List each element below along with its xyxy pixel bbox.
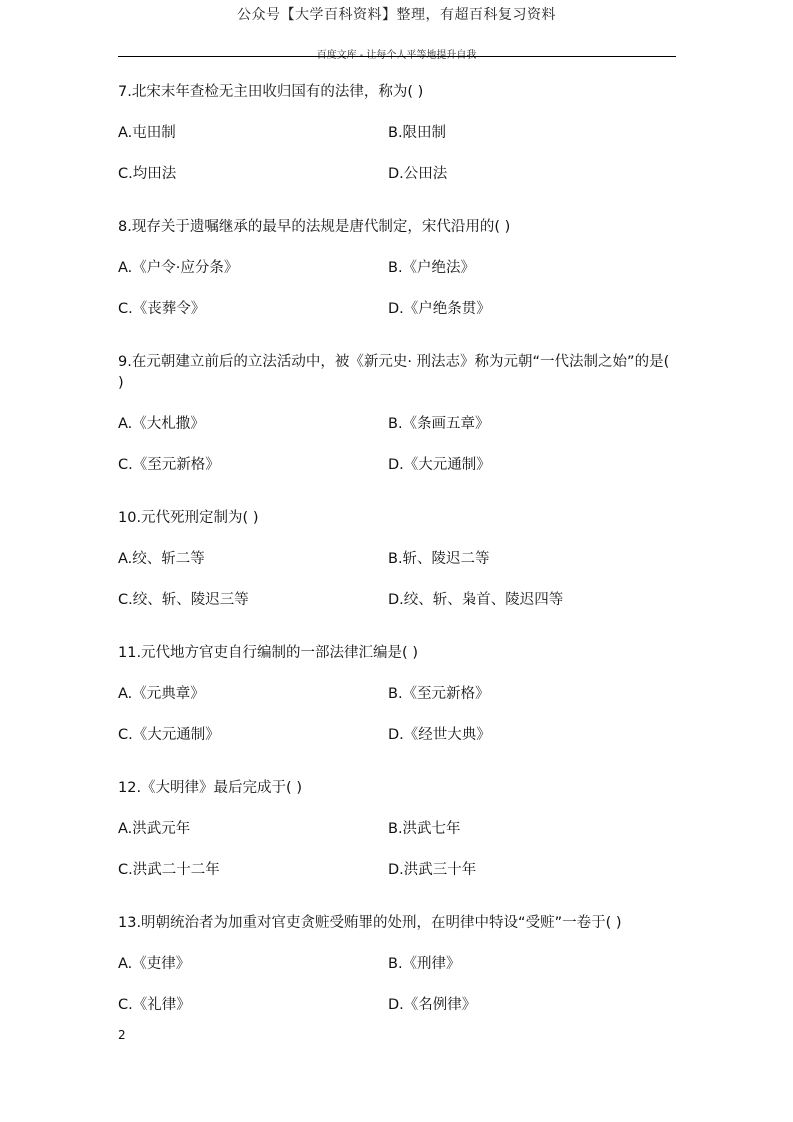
answer-option: C.《至元新格》 xyxy=(118,457,220,473)
answer-option: A.《元典章》 xyxy=(118,686,205,702)
answer-option: A.绞、斩二等 xyxy=(118,551,205,567)
answer-option: A.《户令·应分条》 xyxy=(118,260,239,276)
question-text: 12.《大明律》最后完成于( ) xyxy=(118,780,302,796)
answer-option: D.洪武三十年 xyxy=(388,862,477,878)
question-block xyxy=(118,913,678,1036)
question-block xyxy=(118,508,678,631)
answer-option: D.《大元通制》 xyxy=(388,457,491,473)
option-grid xyxy=(118,414,678,496)
answer-option: B.斩、陵迟二等 xyxy=(388,551,490,567)
answer-option: D.绞、斩、枭首、陵迟四等 xyxy=(388,592,564,608)
option-grid xyxy=(118,954,678,1036)
option-grid xyxy=(118,123,678,205)
answer-option: D.公田法 xyxy=(388,166,448,182)
answer-option: A.《吏律》 xyxy=(118,956,191,972)
answer-option: D.《名例律》 xyxy=(388,997,477,1013)
option-grid xyxy=(118,684,678,766)
question-block xyxy=(118,82,678,205)
question-block xyxy=(118,778,678,901)
watermark-text: 公众号【大学百科资料】整理，有超百科复习资料 xyxy=(237,7,556,23)
question-text: 13.明朝统治者为加重对官吏贪赃受贿罪的处刑，在明律中特设“受赃”一卷于( ) xyxy=(118,915,622,931)
question-text: 10.元代死刑定制为( ) xyxy=(118,510,259,526)
question-text: 9.在元朝建立前后的立法活动中，被《新元史· 刑法志》称为元朝“一代法制之始”的是( ) xyxy=(118,354,670,391)
answer-option: B.洪武七年 xyxy=(388,821,461,837)
answer-option: C.均田法 xyxy=(118,166,177,182)
answer-option: D.《经世大典》 xyxy=(388,727,491,743)
option-grid xyxy=(118,258,678,340)
header-divider xyxy=(118,56,676,57)
answer-option: A.洪武元年 xyxy=(118,821,191,837)
answer-option: C.《大元通制》 xyxy=(118,727,220,743)
option-grid xyxy=(118,819,678,901)
answer-option: B.《条画五章》 xyxy=(388,416,490,432)
question-block xyxy=(118,352,678,496)
question-text: 7.北宋末年查检无主田收归国有的法律，称为( ) xyxy=(118,84,424,100)
answer-option: C.洪武二十二年 xyxy=(118,862,220,878)
page-number: 2 xyxy=(118,1028,126,1042)
answer-option: A.《大札撒》 xyxy=(118,416,205,432)
answer-option: B.《刑律》 xyxy=(388,956,461,972)
question-text: 11.元代地方官吏自行编制的一部法律汇编是( ) xyxy=(118,645,418,661)
question-block xyxy=(118,643,678,766)
answer-option: B.限田制 xyxy=(388,125,447,141)
question-list xyxy=(118,82,678,1048)
answer-option: B.《户绝法》 xyxy=(388,260,476,276)
question-text: 8.现存关于遗嘱继承的最早的法规是唐代制定，宋代沿用的( ) xyxy=(118,219,511,235)
page-header: 百度文库 - 让每个人平等地提升自我 xyxy=(316,50,477,61)
answer-option: D.《户绝条贯》 xyxy=(388,301,491,317)
answer-option: C.《丧葬令》 xyxy=(118,301,206,317)
option-grid xyxy=(118,549,678,631)
answer-option: A.屯田制 xyxy=(118,125,176,141)
answer-option: C.绞、斩、陵迟三等 xyxy=(118,592,249,608)
question-block xyxy=(118,217,678,340)
answer-option: C.《礼律》 xyxy=(118,997,191,1013)
answer-option: B.《至元新格》 xyxy=(388,686,490,702)
